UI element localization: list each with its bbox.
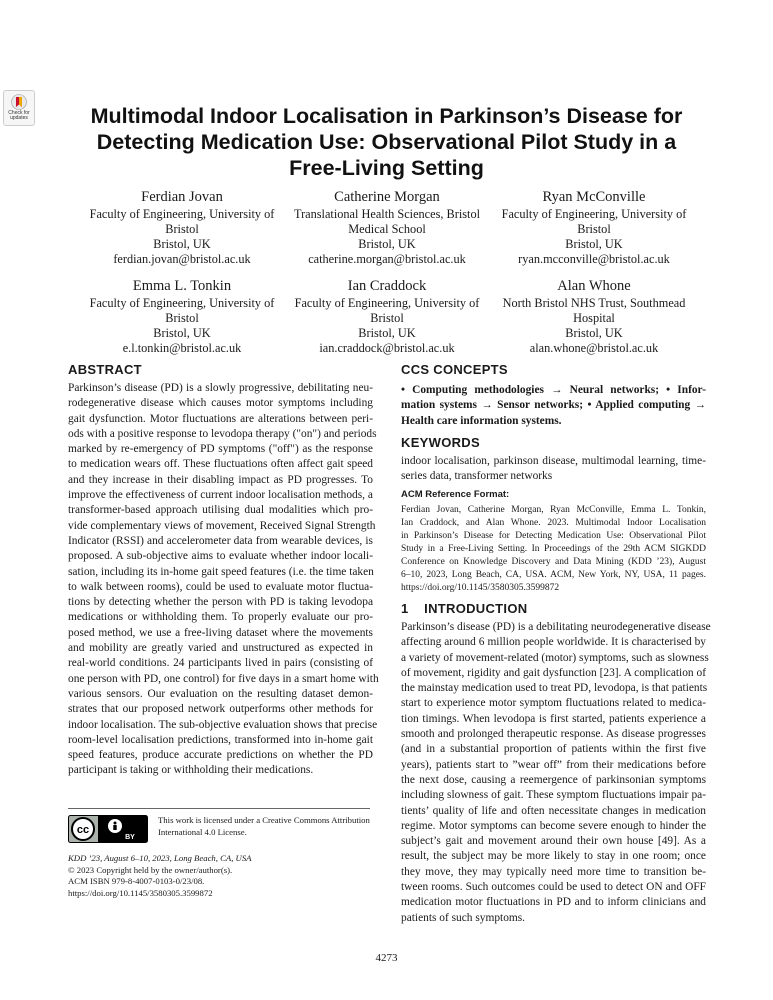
author-location: Bristol, UK <box>153 237 211 251</box>
intro-line: affecting around 6 million people worldwide. It is characterised by <box>401 636 706 649</box>
author-location: Bristol, UK <box>358 237 416 251</box>
abstract-line: gait dysfunction. Motor fluctuations are alterations between peri- <box>68 412 373 425</box>
reference-line: 6–10, 2023, Long Beach, CA, USA. ACM, New York, NY, USA, 11 pages. <box>401 570 706 580</box>
author-affiliation: Bristol <box>165 222 199 236</box>
abstract-line: room-level localisation predictions, transformed into in-home gait <box>68 733 373 746</box>
author-location: Bristol, UK <box>153 326 211 340</box>
reference-doi-link[interactable]: https://doi.org/10.1145/3580305.3599872 <box>401 583 560 593</box>
isbn-line: ACM ISBN 979-8-4007-0103-0/23/08. <box>68 876 205 886</box>
intro-line: subject’s gait and movement around their own house [49]. As a <box>401 835 706 848</box>
ccs-body <box>401 383 706 429</box>
ccs-line: mation systems → Sensor networks; • Applied computing → <box>401 399 706 412</box>
intro-line: tients’ quality of life and often necessitate changes in medication <box>401 804 706 817</box>
abstract-body <box>68 381 379 779</box>
cc-by-license-icon[interactable] <box>68 815 148 843</box>
abstract-line: to walk between rooms), could be used to evaluate motor fluctua- <box>68 580 373 593</box>
abstract-line: sation, including its in-home gait speed features (i.e. the time taken <box>68 565 374 578</box>
copyright-line: © 2023 Copyright held by the owner/author(s). <box>68 864 233 875</box>
keywords-line: indoor localisation, parkinson disease, multimodal learning, time- <box>401 455 706 467</box>
reference-line: Conference on Knowledge Discovery and Data Mining (KDD ’23), August <box>401 557 706 567</box>
reference-line: Ian Craddock, and Alan Whone. 2023. Multimodal Indoor Localisation <box>401 518 706 528</box>
abstract-line: marked by re-emergency of PD symptoms ("off") as the response <box>68 443 373 456</box>
check-for-updates-badge[interactable] <box>3 90 35 126</box>
intro-line: the next dose, causing a reemergence of parkinsonian symptoms <box>401 773 706 786</box>
acm-reference-section <box>401 488 706 595</box>
abstract-line: and they increase in their disabling impact as PD progresses. To <box>68 473 373 486</box>
by-glyph: BY <box>125 834 135 841</box>
intro-line: result, the subject may be more likely to stay in one room; once <box>401 850 706 863</box>
author-affiliation: Faculty of Engineering, University of <box>89 296 275 310</box>
publication-info <box>68 853 328 899</box>
keywords-heading: KEYWORDS <box>401 435 480 450</box>
abstract-line: and mobility are greatly varied and unstructured as expected in <box>68 642 373 655</box>
abstract-line: speed features, produce accurate predictions on whether the PD <box>68 749 373 762</box>
intro-line: years), patients start to ”wear off” from their medications before <box>401 758 706 771</box>
author-email[interactable]: alan.whone@bristol.ac.uk <box>529 341 659 355</box>
title-line: Detecting Medication Use: Observational Pilot Study in a <box>96 130 677 154</box>
author-block <box>287 187 487 267</box>
author-location: Bristol, UK <box>565 326 623 340</box>
introduction-body <box>401 620 711 926</box>
author-block <box>287 276 487 356</box>
keywords-line: series data, transformer networks <box>401 470 553 483</box>
author-affiliation: Faculty of Engineering, University of <box>294 296 480 310</box>
title-line: Multimodal Indoor Localisation in Parkinson’s Disease for <box>90 104 683 128</box>
author-affiliation: Bristol <box>370 311 404 325</box>
author-name: Ferdian Jovan <box>141 189 223 205</box>
author-affiliation: Bristol <box>165 311 199 325</box>
intro-line: tion timings. When levodopa is first started, patients experience a <box>401 712 706 725</box>
abstract-line: real-world conditions. 24 participants lived in pairs (consisting of <box>68 657 373 670</box>
intro-line: the mainstay medication used to treat PD, levodopa, is that patients <box>401 682 708 695</box>
abstract-line: participant is taking or withholding their medications. <box>68 764 314 777</box>
intro-line: start to experience motor symptom fluctuations related to medica- <box>401 697 706 710</box>
introduction-heading: 1 INTRODUCTION <box>401 601 528 616</box>
author-name: Alan Whone <box>557 278 631 294</box>
title-line: Free-Living Setting <box>289 156 484 180</box>
abstract-line: posed method, we use a free-living dataset where the movements <box>68 626 373 639</box>
license-text <box>158 815 378 838</box>
page-number: 4273 <box>375 952 398 964</box>
author-affiliation: Translational Health Sciences, Bristol <box>293 207 481 221</box>
abstract-line: rodegenerative disease which causes motor symptoms including <box>68 397 373 410</box>
reference-heading: ACM Reference Format: <box>401 489 510 500</box>
intro-line: a variety of movement-related (motor) symptoms, such as slowness <box>401 651 709 664</box>
reference-body <box>401 504 706 595</box>
author-block <box>494 276 694 356</box>
author-block <box>494 187 694 267</box>
abstract-line: vide complementary views of movement, Received Signal Strength <box>68 519 376 532</box>
intro-line: (and in a substantial proportion of patients within the first five <box>401 743 706 756</box>
intro-line: medication motor fluctuations in PD and to inform clinicians and <box>401 896 706 909</box>
intro-line: tween rooms. Such outcomes could be used to detect ON and OFF <box>401 881 706 894</box>
author-affiliation: Hospital <box>573 311 615 325</box>
author-affiliation: Bristol <box>577 222 611 236</box>
keywords-body <box>401 454 706 485</box>
abstract-line: tions by detecting whether the person with PD is taking levodopa <box>68 596 373 609</box>
ccs-line: Health care information systems. <box>401 414 562 427</box>
abstract-section <box>68 361 379 779</box>
author-name: Ian Craddock <box>347 278 427 294</box>
intro-line: of movement, rigidity and gait dysfunction [23]. A complication of <box>401 666 706 679</box>
author-location: Bristol, UK <box>358 326 416 340</box>
abstract-line: one person with PD, one control) for five days in a smart home with <box>68 672 379 685</box>
cc-glyph: cc <box>76 824 90 836</box>
reference-line: Ferdian Jovan, Catherine Morgan, Ryan McConville, Emma L. Tonkin, <box>401 505 706 515</box>
intro-line: they move, they may typically need more time to transition be- <box>401 865 706 878</box>
intro-line: regime. Motor symptoms can become severe enough to hinder the <box>401 819 706 832</box>
abstract-line: proposed. A sub-objective aims to evaluate whether indoor locali- <box>68 550 373 563</box>
reference-line: Study in a Free-Living Setting. In Proceedings of the 29th ACM SIGKDD <box>401 544 706 554</box>
author-name: Ryan McConville <box>542 189 646 205</box>
license-line: This work is licensed under a Creative Commons Attribution <box>158 815 370 825</box>
author-name: Emma L. Tonkin <box>132 278 232 294</box>
author-affiliation: Faculty of Engineering, University of <box>501 207 687 221</box>
conference-line: KDD ’23, August 6–10, 2023, Long Beach, CA, USA <box>68 853 252 863</box>
abstract-line: Parkinson’s disease (PD) is a slowly progressive, debilitating neu- <box>68 382 373 394</box>
abstract-line: medications or withholding them. To properly evaluate our pro- <box>68 611 373 624</box>
author-email[interactable]: ryan.mcconville@bristol.ac.uk <box>518 252 670 266</box>
author-name: Catherine Morgan <box>334 189 440 205</box>
author-email[interactable]: e.l.tonkin@bristol.ac.uk <box>122 341 242 355</box>
abstract-line: transformer-based approach utilising dual modalities which pro- <box>68 504 373 517</box>
author-email[interactable]: ian.craddock@bristol.ac.uk <box>319 341 455 355</box>
badge-line-2: updates <box>10 115 28 121</box>
author-affiliation: North Bristol NHS Trust, Southmead <box>502 296 686 310</box>
abstract-heading: ABSTRACT <box>68 362 142 377</box>
intro-line: Parkinson’s disease (PD) is a debilitating neurodegenerative disease <box>401 621 711 633</box>
author-affiliation: Faculty of Engineering, University of <box>89 207 275 221</box>
author-email[interactable]: catherine.morgan@bristol.ac.uk <box>308 252 466 266</box>
author-block <box>82 187 282 267</box>
abstract-line: strates that our proposed network outperforms other methods for <box>68 703 373 716</box>
abstract-line: indoor localisation. The sub-objective evaluation shows that precise <box>68 718 378 731</box>
author-block <box>82 276 282 356</box>
abstract-line: improve the effectiveness of current indoor localisation methods, a <box>68 489 373 502</box>
abstract-line: ods with a positive response to levodopa therapy ("on") and periods <box>68 427 377 440</box>
bookmark-icon <box>11 94 27 110</box>
introduction-section <box>401 600 711 926</box>
author-location: Bristol, UK <box>565 237 623 251</box>
keywords-section <box>401 434 706 485</box>
abstract-line: Indicator (RSSI) and accelerometer data from wearable devices, is <box>68 534 373 547</box>
abstract-line: to medication wears off. These fluctuations often affect gait speed <box>68 458 373 471</box>
intro-line: patients of such symptoms. <box>401 911 526 924</box>
paper-title <box>60 103 713 181</box>
ccs-heading: CCS CONCEPTS <box>401 362 508 377</box>
author-email[interactable]: ferdian.jovan@bristol.ac.uk <box>113 252 251 266</box>
reference-line: in Parkinson’s Disease for Detecting Medication Use: Observational Pilot <box>401 531 706 541</box>
doi-link[interactable]: https://doi.org/10.1145/3580305.3599872 <box>68 887 213 898</box>
abstract-line: various sensors. Our evaluation on the resulting dataset demon- <box>68 687 373 700</box>
ccs-line: • Computing methodologies → Neural networks; • Infor- <box>401 384 706 396</box>
ccs-concepts-section <box>401 361 706 429</box>
license-line: International 4.0 License. <box>158 826 247 837</box>
author-affiliation: Medical School <box>348 222 426 236</box>
badge-line-1: Check for <box>8 110 30 116</box>
intro-line: including slowness of gait. These symptom fluctuations impair pa- <box>401 789 706 802</box>
footnote-divider <box>68 808 370 809</box>
intro-line: smooth and prolonged therapeutic response. As disease progresses <box>401 728 706 741</box>
